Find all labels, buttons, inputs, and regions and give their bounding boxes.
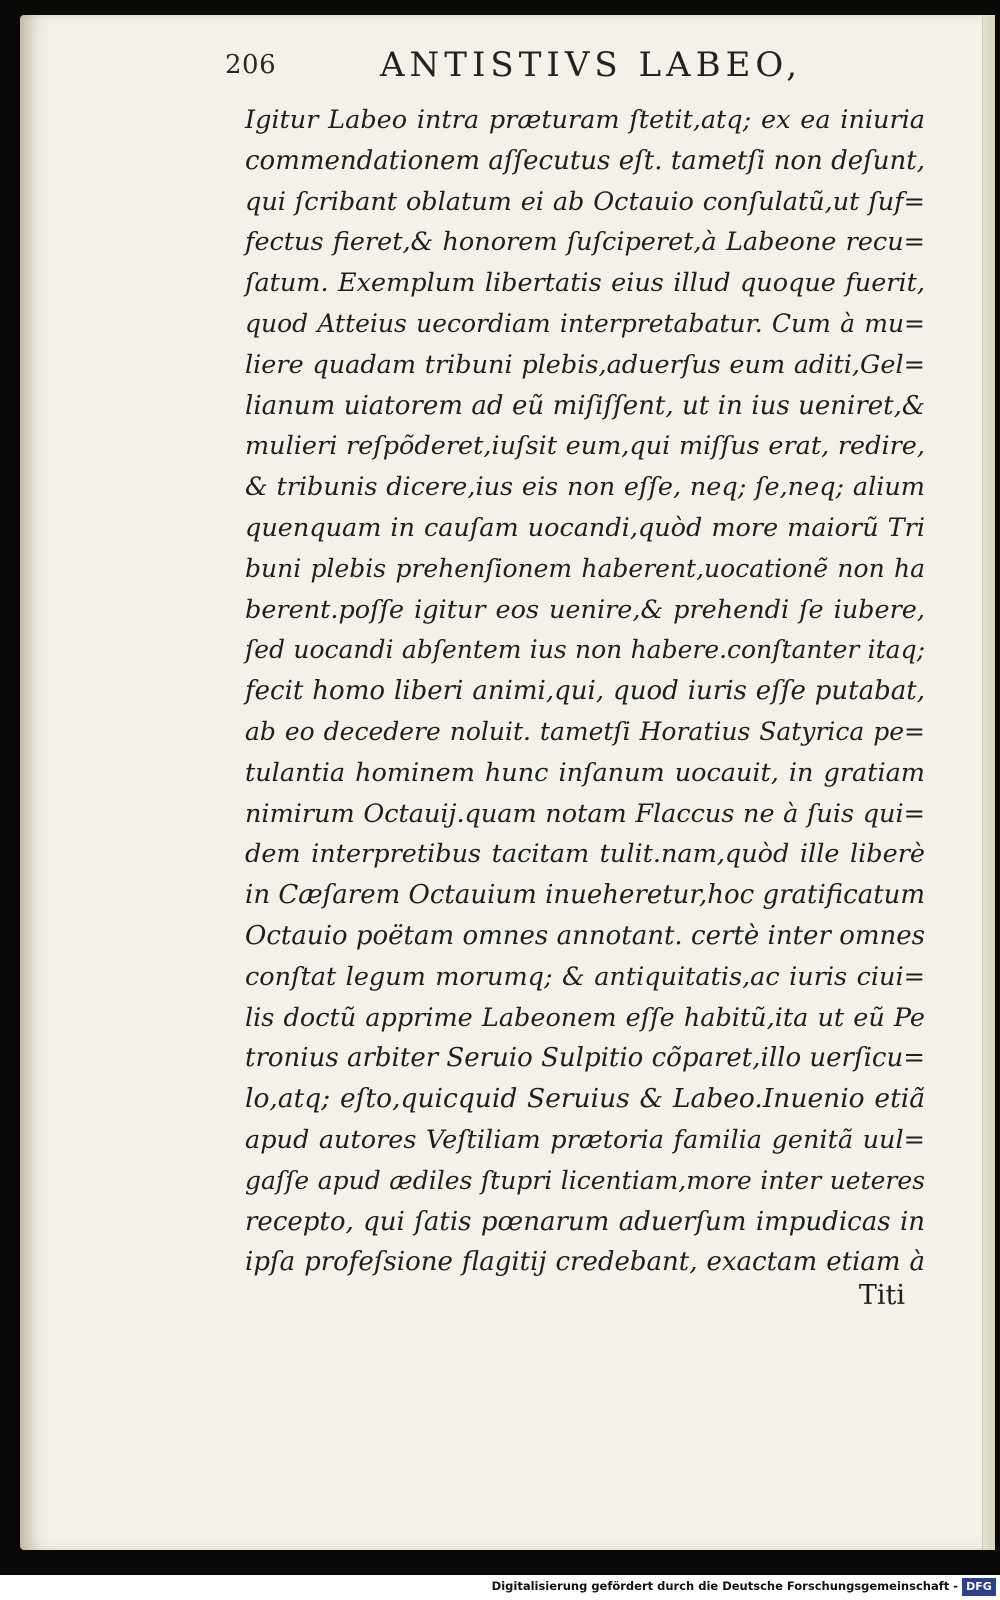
- text-line: berent.poſſe igitur eos uenire,& prehendi ſe iubere,: [245, 594, 925, 625]
- text-line: lianum uiatorem ad eũ miſiſſent, ut in ius ueniret,&: [245, 390, 925, 421]
- text-line: gaſſe apud ædiles ſtupri licentiam,more inter ueteres: [245, 1165, 925, 1195]
- footer-credit: Digitalisierung gefördert durch die Deutsche Forschungsgemeinschaft -: [491, 1579, 958, 1593]
- text-line: ſatum. Exemplum libertatis eius illud quoque fuerit,: [245, 268, 925, 299]
- text-line: commendationem aſſecutus eſt. tametſi non deſunt,: [245, 145, 925, 176]
- text-line: nimirum Octauij.quam notam Flaccus ne à ſuis qui=: [245, 798, 925, 829]
- text-line: recepto, qui ſatis pœnarum aduerſum impudicas in: [245, 1206, 925, 1237]
- text-line: ſed uocandi abſentem ius non habere.conſtanter itaq;: [245, 635, 925, 665]
- page-edge: [982, 15, 995, 1550]
- text-line: ab eo decedere noluit. tametſi Horatius Satyrica pe=: [245, 716, 925, 746]
- text-line: lis doctũ apprime Labeonem eſſe habitũ,ita ut eũ Pe: [245, 1002, 925, 1033]
- footer-bar: [0, 1575, 1000, 1600]
- text-line: buni plebis prehenſionem haberent,uocationẽ non ha: [245, 553, 925, 583]
- text-line: dem interpretibus tacitam tulit.nam,quòd ille liberè: [245, 839, 925, 870]
- page-number: 206: [225, 50, 277, 80]
- text-line: Igitur Labeo intra præturam ſtetit,atq; ex ea iniuria: [245, 105, 925, 135]
- text-line: conſtat legum morumq; & antiquitatis,ac iuris ciui=: [245, 961, 925, 992]
- body-text: [245, 100, 925, 1283]
- text-line: fecit homo liberi animi,qui, quod iuris eſſe putabat,: [245, 676, 925, 707]
- text-line: liere quadam tribuni plebis,aduerſus eum aditi,Gel=: [245, 349, 925, 380]
- text-line: Octauio poëtam omnes annotant. certè inter omnes: [245, 920, 925, 951]
- text-line: quod Atteius uecordiam interpretabatur. Cum à mu=: [245, 308, 925, 338]
- text-line: mulieri reſpõderet,iuſsit eum,qui miſſus erat, redire,: [245, 431, 925, 462]
- text-line: ipſa profeſsione flagitij credebant, exactam etiam à: [245, 1247, 925, 1278]
- text-line: apud autores Veſtiliam prætoria familia genitã uul=: [245, 1124, 925, 1155]
- text-line: fectus fieret,& honorem ſuſciperet,à Labeone recu=: [245, 227, 925, 258]
- text-line: qui ſcribant oblatum ei ab Octauio conſulatũ,ut ſuf=: [245, 186, 925, 217]
- text-line: tronius arbiter Seruio Sulpitio cõparet,illo uerſicu=: [245, 1043, 925, 1074]
- text-line: tulantia hominem hunc inſanum uocauit, in gratiam: [245, 757, 925, 788]
- running-head: ANTISTIVS LABEO,: [380, 45, 803, 85]
- catchword: Titi: [858, 1280, 905, 1311]
- text-line: lo,atq; eſto,quicquid Seruius & Labeo.Inuenio etiã: [245, 1083, 925, 1115]
- text-line: in Cæſarem Octauium inueheretur,hoc gratificatum: [245, 880, 926, 911]
- dfg-logo-icon: DFG: [962, 1578, 996, 1596]
- text-line: quenquam in cauſam uocandi,quòd more maiorũ Tri: [245, 512, 925, 543]
- text-line: & tribunis dicere,ius eis non eſſe, neq; ſe,neq; alium: [245, 472, 925, 503]
